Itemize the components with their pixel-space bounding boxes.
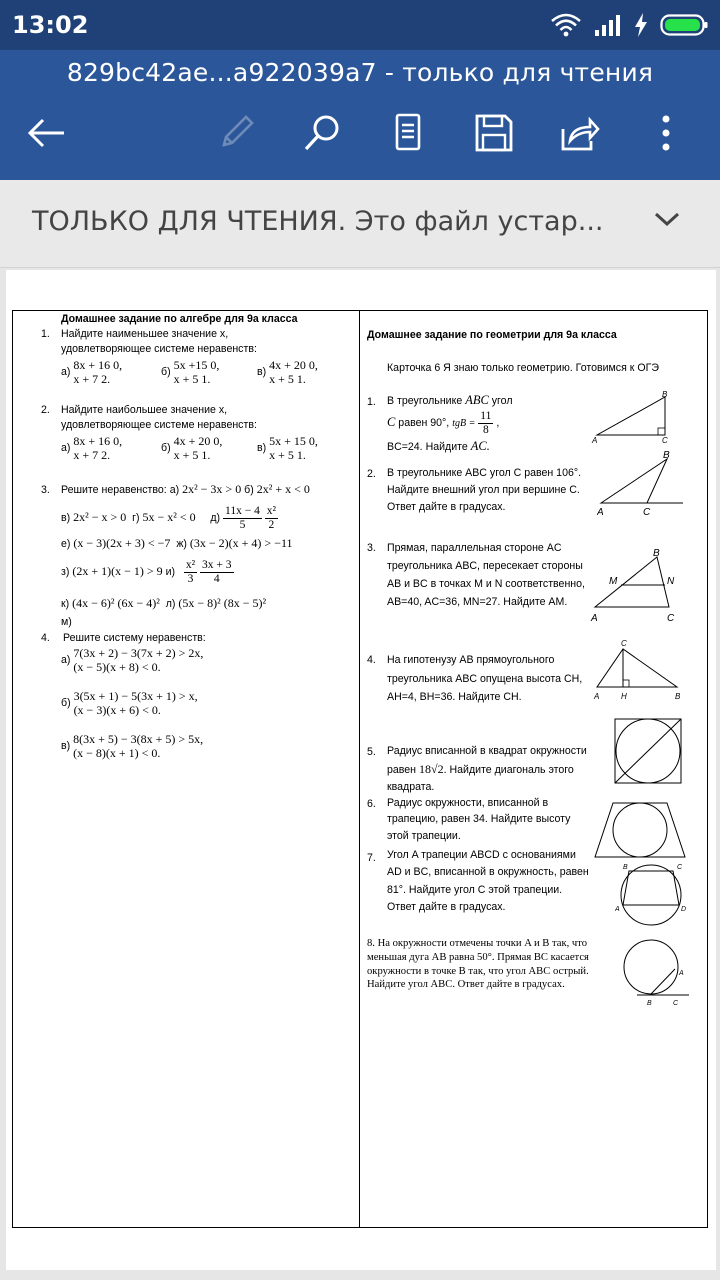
status-time: 13:02	[12, 11, 89, 39]
status-bar	[0, 0, 720, 50]
label-C: C	[621, 639, 627, 648]
label-H: H	[621, 692, 627, 701]
task3-line4: з) (2x + 1)(x − 1) > 9 и) $\frac{\text{x²}}{3}$ $\frac{3x + 3}{4}$	[61, 559, 232, 585]
problem-4: На гипотенузу AB прямоугольного треугольника ABC опущена высота CH, AH=4, BH=36. Найдите CH.	[387, 654, 583, 704]
label-N: N	[667, 576, 675, 587]
label-M: M	[609, 576, 618, 587]
task1-text: Найдите наименьшее значение x, удовлетворяющее системе неравенств:	[61, 328, 257, 356]
task-number: 1.	[41, 328, 50, 340]
read-only-banner-text: ТОЛЬКО ДЛЯ ЧТЕНИЯ. Это файл устар...	[32, 206, 604, 237]
task3-line2: в) 2x² − x > 0 г) 5x − x² < 0 д) $\frac{11x - 4}{5}$ $\frac{\text{x²}}{2}$	[61, 505, 276, 531]
label-B: B	[675, 692, 681, 701]
algebra-title: Домашнее задание по алгебре для 9а класса	[61, 313, 298, 325]
label-A: A	[591, 613, 598, 623]
geometry-column: Домашнее задание по геометрии для 9а класса Карточка 6 Я знаю только геометрию. Готовимся к ОГЭ 1. В треугольнике ABC угол C равен 90°, tgB = $\frac{11}{8}$ , BC=24. Найдите AC. B A C 2. В треугольнике ABC угол C равен 106°. Найдите внешний угол при вершине C. Ответ дайте в градусах. B A C 3. Прямая, параллельная стороне AC треугольника ABC, пересекает стороны AB и BC в точках M и N соответственно, AB=40, AC=36, MN=27. Найдите AM. B M N A C 4. На гипотенузу AB прямоугольного треугольника ABC опущена высота CH, AH=4, BH=36. Найдите CH. C A H B 5. Радиус вписанной в квадрат окружности равен 18√2. Найдите диагональ этого квадрата. 6. Радиус окружности, вписанной в трапецию, равен 34. Найдите высоту этой трапеции. 7. Угол A трапеции ABCD с основаниями AD и BC, вписанной в окружность, равен 81°. Найдите угол C этой трапеции. Ответ дайте в градусах. B C A D 8. На окружности отмечены точки A и B так, что меньшая дуга AB равна 50°. Прямая BC касается окружности в точке B так, что угол ABC острый. Найдите угол ABC. Ответ дайте в градусах. A B C	[361, 311, 707, 1227]
reading-view-button[interactable]	[380, 108, 436, 158]
task1-systems: а) 8x + 16 0, x + 7 2.	[61, 358, 123, 386]
right-triangle-figure	[589, 391, 675, 443]
task4-text: Решите систему неравенств:	[63, 632, 206, 644]
reading-view-icon	[393, 113, 423, 153]
geometry-title: Домашнее задание по геометрии для 9а класса	[367, 329, 617, 341]
label-B: B	[647, 1000, 652, 1007]
more-options-button[interactable]	[638, 108, 694, 158]
label-B: B	[623, 864, 628, 871]
save-button[interactable]	[466, 108, 522, 158]
battery-icon	[660, 13, 708, 37]
problem-8: 8. На окружности отмечены точки A и B так, что меньшая дуга AB равна 50°. Прямая BC касается окружности в точке B так, что угол ABC острый. Найдите угол ABC. Ответ дайте в градусах.	[367, 938, 589, 991]
geometry-card-title: Карточка 6 Я знаю только геометрию. Готовимся к ОГЭ	[387, 362, 659, 374]
triangle-parallel-line-figure	[587, 547, 687, 623]
problem-3: Прямая, параллельная стороне AC треугольника ABC, пересекает стороны AB и BC в точках M и N соответственно, AB=40, AC=36, MN=27. Найдите AM.	[387, 542, 585, 608]
share-button[interactable]	[552, 108, 608, 158]
charging-bolt-icon	[634, 13, 648, 37]
label-C: C	[643, 507, 651, 518]
circle-tangent-figure	[617, 937, 693, 1007]
problem-5: Радиус вписанной в квадрат окружности равен 18√2. Найдите диагональ этого квадрата.	[387, 745, 587, 794]
obtuse-triangle-figure	[597, 449, 687, 519]
task-number: 4.	[41, 632, 50, 644]
document-page	[6, 270, 716, 1270]
back-button[interactable]	[18, 108, 74, 158]
save-icon	[474, 113, 514, 153]
problem-7: Угол A трапеции ABCD с основаниями AD и BC, вписанной в окружность, равен 81°. Найдите угол C этой трапеции. Ответ дайте в градусах.	[387, 849, 589, 914]
problem-6: Радиус окружности, вписанной в трапецию, равен 34. Найдите высоту этой трапеции.	[387, 797, 571, 842]
label-C: C	[662, 436, 668, 443]
label-B: B	[663, 450, 670, 461]
circle-in-square-figure	[611, 717, 685, 787]
label-A: A	[615, 906, 620, 913]
task3-m: м)	[61, 616, 72, 628]
algebra-column: Домашнее задание по алгебре для 9а класса 1. Найдите наименьшее значение x, удовлетворяющее системе неравенств: а) 8x + 16 0, x + 7 2. б) 5x +15 0, x + 5 1. в) 4x + 20 0, x + 5 1. 2. Найдите наибольшее значение x, удовлетворяющее системе неравенств: а) 8x + 16 0, x + 7 2. б) 4x + 20 0, x + 5 1. в) 5x + 15 0, x + 5 1. 3. Решите неравенство: а) 2x² − 3x > 0 б) 2x² + x < 0 в) 2x² − x > 0 г) 5x − x² < 0 д) $\frac{11x - 4}{5}$ $\frac{\text{x²}}{2}$ е) (x − 3)(2x + 3) < −7 ж) (3x − 2)(x + 4) > −11 з) (2x + 1)(x − 1) > 9 и) $\frac{\text{x²}}{3}$ $\frac{3x + 3}{4}$ к) (4x − 6)² (6x − 4)² л) (5x − 8)² (8x − 5)² м) 4. Решите систему неравенств: а) 7(3x + 2) − 3(7x + 2) > 2x, (x − 5)(x + 8) < 0. б) 3(5x + 1) − 5(3x + 1) > x, (x − 3)(x + 6) < 0. в) 8(3x + 5) − 3(8x + 5) > 5x, (x − 8)(x + 1) < 0.	[13, 311, 359, 1227]
label-A: A	[597, 507, 604, 518]
more-options-icon	[660, 113, 672, 153]
task4-system-b: б) 3(5x + 1) − 5(3x + 1) > x, (x − 3)(x + 6) < 0.	[61, 689, 198, 717]
document-title: 829bc42ae...a922039a7 - только для чтения	[66, 58, 654, 87]
circle-in-trapezoid-figure	[593, 795, 689, 861]
task-number: 3.	[41, 484, 50, 496]
label-B: B	[653, 548, 660, 559]
homework-table	[12, 310, 708, 1228]
app-bar	[0, 50, 720, 180]
search-button[interactable]	[294, 108, 350, 158]
read-only-banner[interactable]	[0, 180, 720, 268]
chevron-down-icon[interactable]	[654, 211, 680, 227]
back-arrow-icon	[26, 116, 66, 150]
label-C: C	[673, 1000, 679, 1007]
search-icon	[302, 113, 342, 153]
problem-2: В треугольнике ABC угол C равен 106°. Найдите внешний угол при вершине C. Ответ дайте в градусах.	[387, 467, 582, 513]
share-icon	[560, 113, 600, 153]
task4-system-v: в) 8(3x + 5) − 3(8x + 5) > 5x, (x − 8)(x + 1) < 0.	[61, 732, 204, 760]
label-A: A	[594, 692, 600, 701]
task3-line5: к) (4x − 6)² (6x − 4)² л) (5x − 8)² (8x − 5)²	[61, 596, 267, 610]
problem-1: В треугольнике ABC угол C равен 90°, tgB = $\frac{11}{8}$ , BC=24. Найдите AC.	[387, 393, 513, 453]
label-A: A	[592, 436, 598, 443]
task4-system-a: а) 7(3x + 2) − 3(7x + 2) > 2x, (x − 5)(x + 8) < 0.	[61, 646, 204, 674]
right-triangle-altitude-figure	[591, 639, 687, 705]
toolbar	[0, 108, 720, 158]
edit-pencil-icon	[216, 113, 256, 153]
wifi-icon	[550, 13, 582, 37]
signal-icon	[594, 14, 622, 36]
label-B: B	[662, 391, 668, 399]
task2-text: Найдите наибольшее значение x, удовлетворяющее системе неравенств:	[61, 404, 257, 432]
status-icons	[550, 12, 708, 38]
task2-systems: а) 8x + 16 0, x + 7 2.	[61, 434, 123, 462]
edit-button[interactable]	[208, 108, 264, 158]
label-A: A	[679, 970, 684, 977]
trapezoid-in-circle-figure	[615, 859, 691, 931]
label-D: D	[681, 906, 687, 913]
label-C: C	[667, 613, 675, 623]
task3-line1: Решите неравенство: а) 2x² − 3x > 0 б) 2x² + x < 0	[61, 482, 310, 496]
task-number: 2.	[41, 404, 50, 416]
label-C: C	[677, 864, 683, 871]
task3-line3: е) (x − 3)(2x + 3) < −7 ж) (3x − 2)(x + 4) > −11	[61, 536, 293, 550]
